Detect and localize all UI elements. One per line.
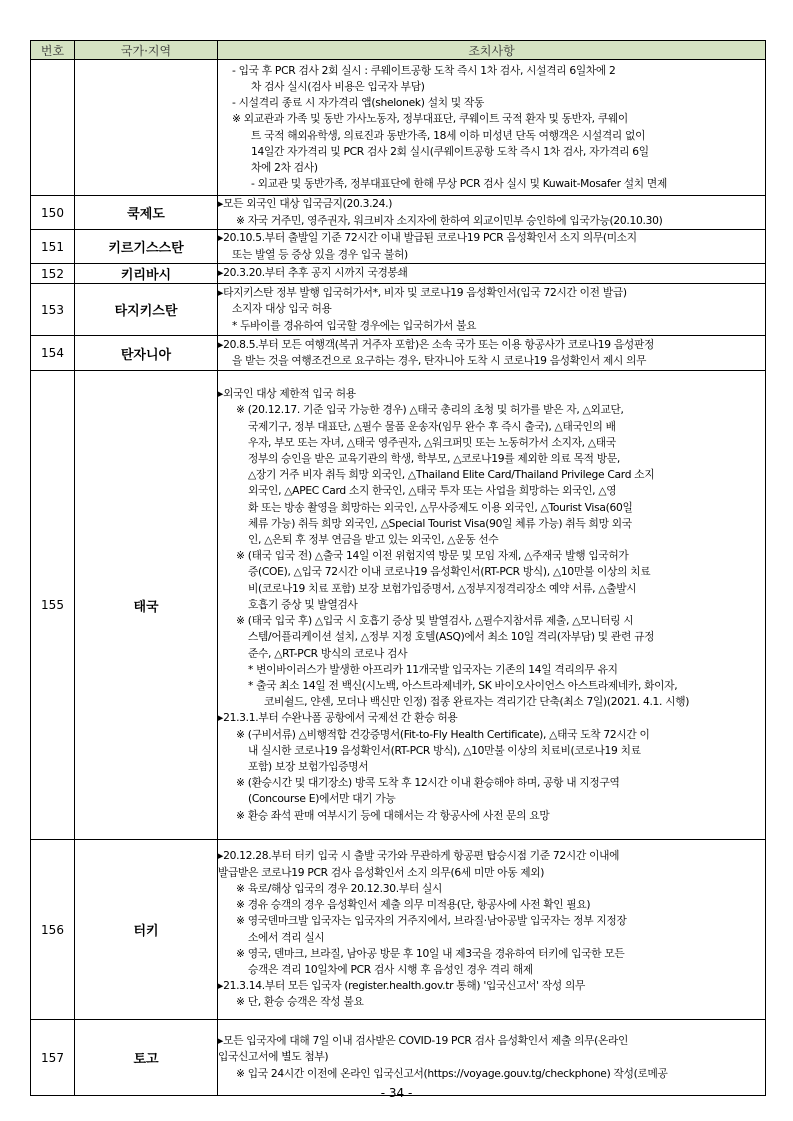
- measure-line: 증(COE), △입국 72시간 이내 코로나19 음성확인서(RT-PCR 방식), △10만불 이상의 치료: [248, 565, 651, 579]
- measure-line: 트 국적 해외유학생, 의료진과 동반가족, 18세 이하 미성년 단독 여행객은 시설격리 없이: [251, 128, 646, 142]
- measure-line: ▸타지키스탄 정부 발행 입국허가서*, 비자 및 코로나19 음성확인서(입국 72시간 이전 발급): [218, 286, 627, 300]
- measure-line: - 입국 후 PCR 검사 2회 실시 : 쿠웨이트공항 도착 즉시 1차 검사, 시설격리 6일차에 2: [232, 63, 616, 77]
- measure-line: 정부의 승인을 받은 교육기관의 학생, 학부모, △코로나19를 제외한 의료 목적 방문,: [248, 452, 620, 466]
- table-header-row: [31, 41, 766, 60]
- measure-line: * 두바이를 경유하여 입국할 경우에는 입국허가서 불요: [232, 318, 477, 332]
- row-country: 토고: [75, 1020, 218, 1096]
- measure-line: ※ 영국, 덴마크, 브라질, 남아공 방문 후 10일 내 제3국을 경유하여 터키에 입국한 모든: [236, 946, 625, 960]
- measure-line: 준수, △RT-PCR 방식의 코로나 검사: [248, 646, 408, 660]
- measure-line: 호흡기 증상 및 발열검사: [248, 597, 358, 611]
- row-number: 155: [31, 371, 75, 840]
- country-measures-table: [30, 40, 766, 1096]
- measure-line: 소지자 대상 입국 허용: [232, 302, 332, 316]
- measure-line: ▸21.3.1.부터 수완나폼 공항에서 국제선 간 환승 허용: [218, 711, 458, 725]
- row-number: 150: [31, 196, 75, 230]
- measure-line: ※ 단, 환승 승객은 작성 불요: [236, 995, 364, 1009]
- table-row: [31, 60, 766, 196]
- measure-line: ▸20.3.20.부터 추후 공지 시까지 국경봉쇄: [218, 266, 408, 280]
- row-country: 터키: [75, 840, 218, 1020]
- table-row: [31, 230, 766, 264]
- row-country: 탄자니아: [75, 336, 218, 371]
- measure-line: 내 실시한 코로나19 음성확인서(RT-PCR 방식), △10만불 이상의 치료비(코로나19 치료: [248, 743, 641, 757]
- row-measures: [218, 196, 766, 230]
- row-country: 타지키스탄: [75, 284, 218, 336]
- header-number: 번호: [31, 41, 75, 60]
- measure-line: ▸20.12.28.부터 터키 입국 시 출발 국가와 무관하게 항공편 탑승시점 기준 72시간 이내에: [218, 849, 620, 863]
- measure-line: ※ 경유 승객의 경우 음성확인서 제출 의무 미적용(단, 항공사에 사전 확인 필요): [236, 898, 591, 912]
- table-row: [31, 284, 766, 336]
- page-number: - 34 -: [380, 1086, 413, 1100]
- measure-line: 체류 가능) 취득 희망 외국인, △Special Tourist Visa(90일 체류 가능) 취득 희망 외국: [248, 516, 632, 530]
- measure-line: 화 또는 방송 촬영을 희망하는 외국인, △무사증제도 이용 외국인, △Tourist Visa(60일: [248, 500, 633, 514]
- measure-line: * 출국 최소 14일 전 백신(시노백, 아스트라제네카, SK 바이오사이언스 아스트라제네카, 화이자,: [248, 678, 678, 692]
- measure-line: ※ 환승 좌석 판매 여부시기 등에 대해서는 각 항공사에 사전 문의 요망: [236, 808, 550, 822]
- row-number: 151: [31, 230, 75, 264]
- measure-line: ※ (환승시간 및 대기장소) 방콕 도착 후 12시간 이내 환승해야 하며, 공항 내 지정구역: [236, 776, 620, 790]
- row-country: [75, 60, 218, 196]
- row-measures: [218, 336, 766, 371]
- row-number: [31, 60, 75, 196]
- measure-line: ※ (구비서류) △비행적합 건강증명서(Fit-to-Fly Health Certificate), △태국 도착 72시간 이: [236, 727, 650, 741]
- measure-line: 소에서 격리 실시: [248, 930, 325, 944]
- row-number: 156: [31, 840, 75, 1020]
- measure-line: ※ (태국 입국 전) △출국 14일 이전 위험지역 방문 및 모임 자제, △주재국 발행 입국허가: [236, 549, 629, 563]
- measure-line: ▸20.8.5.부터 모든 여행객(복귀 거주자 포함)은 소속 국가 또는 이용 항공사가 코로나19 음성판정: [218, 337, 654, 351]
- table-row: [31, 1020, 766, 1096]
- row-measures: [218, 60, 766, 196]
- row-number: 153: [31, 284, 75, 336]
- header-measures: 조치사항: [218, 41, 766, 60]
- row-measures: [218, 230, 766, 264]
- measure-line: ▸21.3.14.부터 모든 입국자 (register.health.gov.tr 통해) '입국신고서' 작성 의무: [218, 979, 586, 993]
- header-country: 국가·지역: [75, 41, 218, 60]
- measure-line: ▸모든 입국자에 대해 7일 이내 검사받은 COVID-19 PCR 검사 음성확인서 제출 의무(온라인: [218, 1034, 629, 1048]
- measure-line: 포함) 보장 보험가입증명서: [248, 759, 369, 773]
- measure-line: 발급받은 코로나19 PCR 검사 음성확인서 소지 의무(6세 미만 아동 제외): [218, 865, 545, 879]
- measure-line: 을 받는 것을 여행조건으로 요구하는 경우, 탄자니아 도착 시 코로나19 음성확인서 제시 의무: [232, 354, 647, 367]
- measure-line: 코비쉴드, 얀센, 모더나 백신만 인정) 접종 완료자는 격리기간 단축(최소 7일)(2021. 4.1. 시행): [264, 695, 690, 709]
- measure-line: ※ 육로/해상 입국의 경우 20.12.30.부터 실시: [236, 881, 443, 895]
- measure-line: - 시설격리 종료 시 자가격리 앱(shelonek) 설치 및 작동: [232, 96, 485, 110]
- measure-line: * 변이바이러스가 발생한 아프리카 11개국발 입국자는 기존의 14일 격리의무 유지: [248, 662, 618, 676]
- measure-line: ▸20.10.5.부터 출발일 기준 72시간 이내 발급된 코로나19 PCR 음성확인서 소지 의무(미소지: [218, 231, 637, 245]
- row-number: 154: [31, 336, 75, 371]
- row-number: 152: [31, 264, 75, 284]
- measure-line: 차에 2차 검사): [251, 160, 318, 174]
- measure-line: ※ 입국 24시간 이전에 온라인 입국신고서(https://voyage.gouv.tg/checkphone) 작성(로메공: [236, 1066, 668, 1080]
- row-country: 태국: [75, 371, 218, 840]
- measure-line: 우자, 부모 또는 자녀, △태국 영주권자, △워크퍼밋 또는 노동허가서 소지자, △태국: [248, 435, 616, 449]
- measure-line: 비(코로나19 치료 포함) 보장 보험가입증명서, △정부지정격리장소 예약 서류, △출발시: [248, 581, 637, 595]
- table-row: [31, 371, 766, 840]
- measure-line: ▸모든 외국인 대상 입국금지(20.3.24.): [218, 197, 393, 211]
- row-country: 키리바시: [75, 264, 218, 284]
- measure-line: ※ (20.12.17. 기준 입국 가능한 경우) △태국 총리의 초청 및 허가를 받은 자, △외교단,: [236, 403, 624, 417]
- measure-line: ※ 외교관과 가족 및 동반 가사노동자, 정부대표단, 쿠웨이트 국적 환자 및 동반자, 쿠웨이: [232, 112, 628, 126]
- measure-line: 스템/어플리케이션 설치, △정부 지정 호텔(ASQ)에서 최소 10일 격리(자부담) 및 관련 규정: [248, 630, 655, 644]
- measure-line: △장기 거주 비자 취득 희망 외국인, △Thailand Elite Card/Thailand Privilege Card 소지: [248, 468, 655, 482]
- row-measures: [218, 264, 766, 284]
- row-number: 157: [31, 1020, 75, 1096]
- measure-line: 외국인, △APEC Card 소지 한국인, △태국 투자 또는 사업을 희망하는 외국인, △영: [248, 484, 617, 498]
- measure-line: 국제기구, 정부 대표단, △필수 물품 운송자(임무 완수 후 즉시 출국), △태국인의 배: [248, 419, 616, 433]
- measure-line: 또는 발열 등 증상 있을 경우 입국 불허): [232, 247, 408, 261]
- table-row: [31, 264, 766, 284]
- measure-line: ※ 영국덴마크발 입국자는 입국자의 거주지에서, 브라질·남아공발 입국자는 정부 지정장: [236, 914, 627, 928]
- row-country: 키르기스스탄: [75, 230, 218, 264]
- row-measures: [218, 284, 766, 336]
- measure-line: 승객은 격리 10일차에 PCR 검사 시행 후 음성인 경우 격리 해제: [248, 962, 533, 976]
- table-row: [31, 196, 766, 230]
- measure-line: 인, △은퇴 후 정부 연금을 받고 있는 외국인, △운동 선수: [248, 533, 499, 547]
- measure-line: 14일간 자가격리 및 PCR 검사 2회 실시(쿠웨이트공항 도착 즉시 1차 검사, 자가격리 6일: [251, 144, 649, 158]
- measure-line: ※ 자국 거주민, 영주권자, 워크비자 소지자에 한하여 외교이민부 승인하에 입국가능(20.10.30): [236, 213, 663, 227]
- row-measures: [218, 1020, 766, 1096]
- measure-line: - 외교관 및 동반가족, 정부대표단에 한해 무상 PCR 검사 실시 및 Kuwait-Mosafer 설치 면제: [251, 177, 667, 191]
- measure-line: ※ (태국 입국 후) △입국 시 호흡기 증상 및 발열검사, △필수지참서류 제출, △모니터링 시: [236, 614, 634, 628]
- row-measures: [218, 371, 766, 840]
- measure-line: 입국신고서에 별도 첨부): [218, 1050, 329, 1064]
- measure-line: (Concourse E)에서만 대기 가능: [248, 792, 396, 806]
- row-country: 쿡제도: [75, 196, 218, 230]
- row-measures: [218, 840, 766, 1020]
- measure-line: ▸외국인 대상 제한적 입국 허용: [218, 387, 356, 401]
- table-row: [31, 336, 766, 371]
- measure-line: 차 검사 실시(검사 비용은 입국자 부담): [251, 79, 425, 93]
- table-row: [31, 840, 766, 1020]
